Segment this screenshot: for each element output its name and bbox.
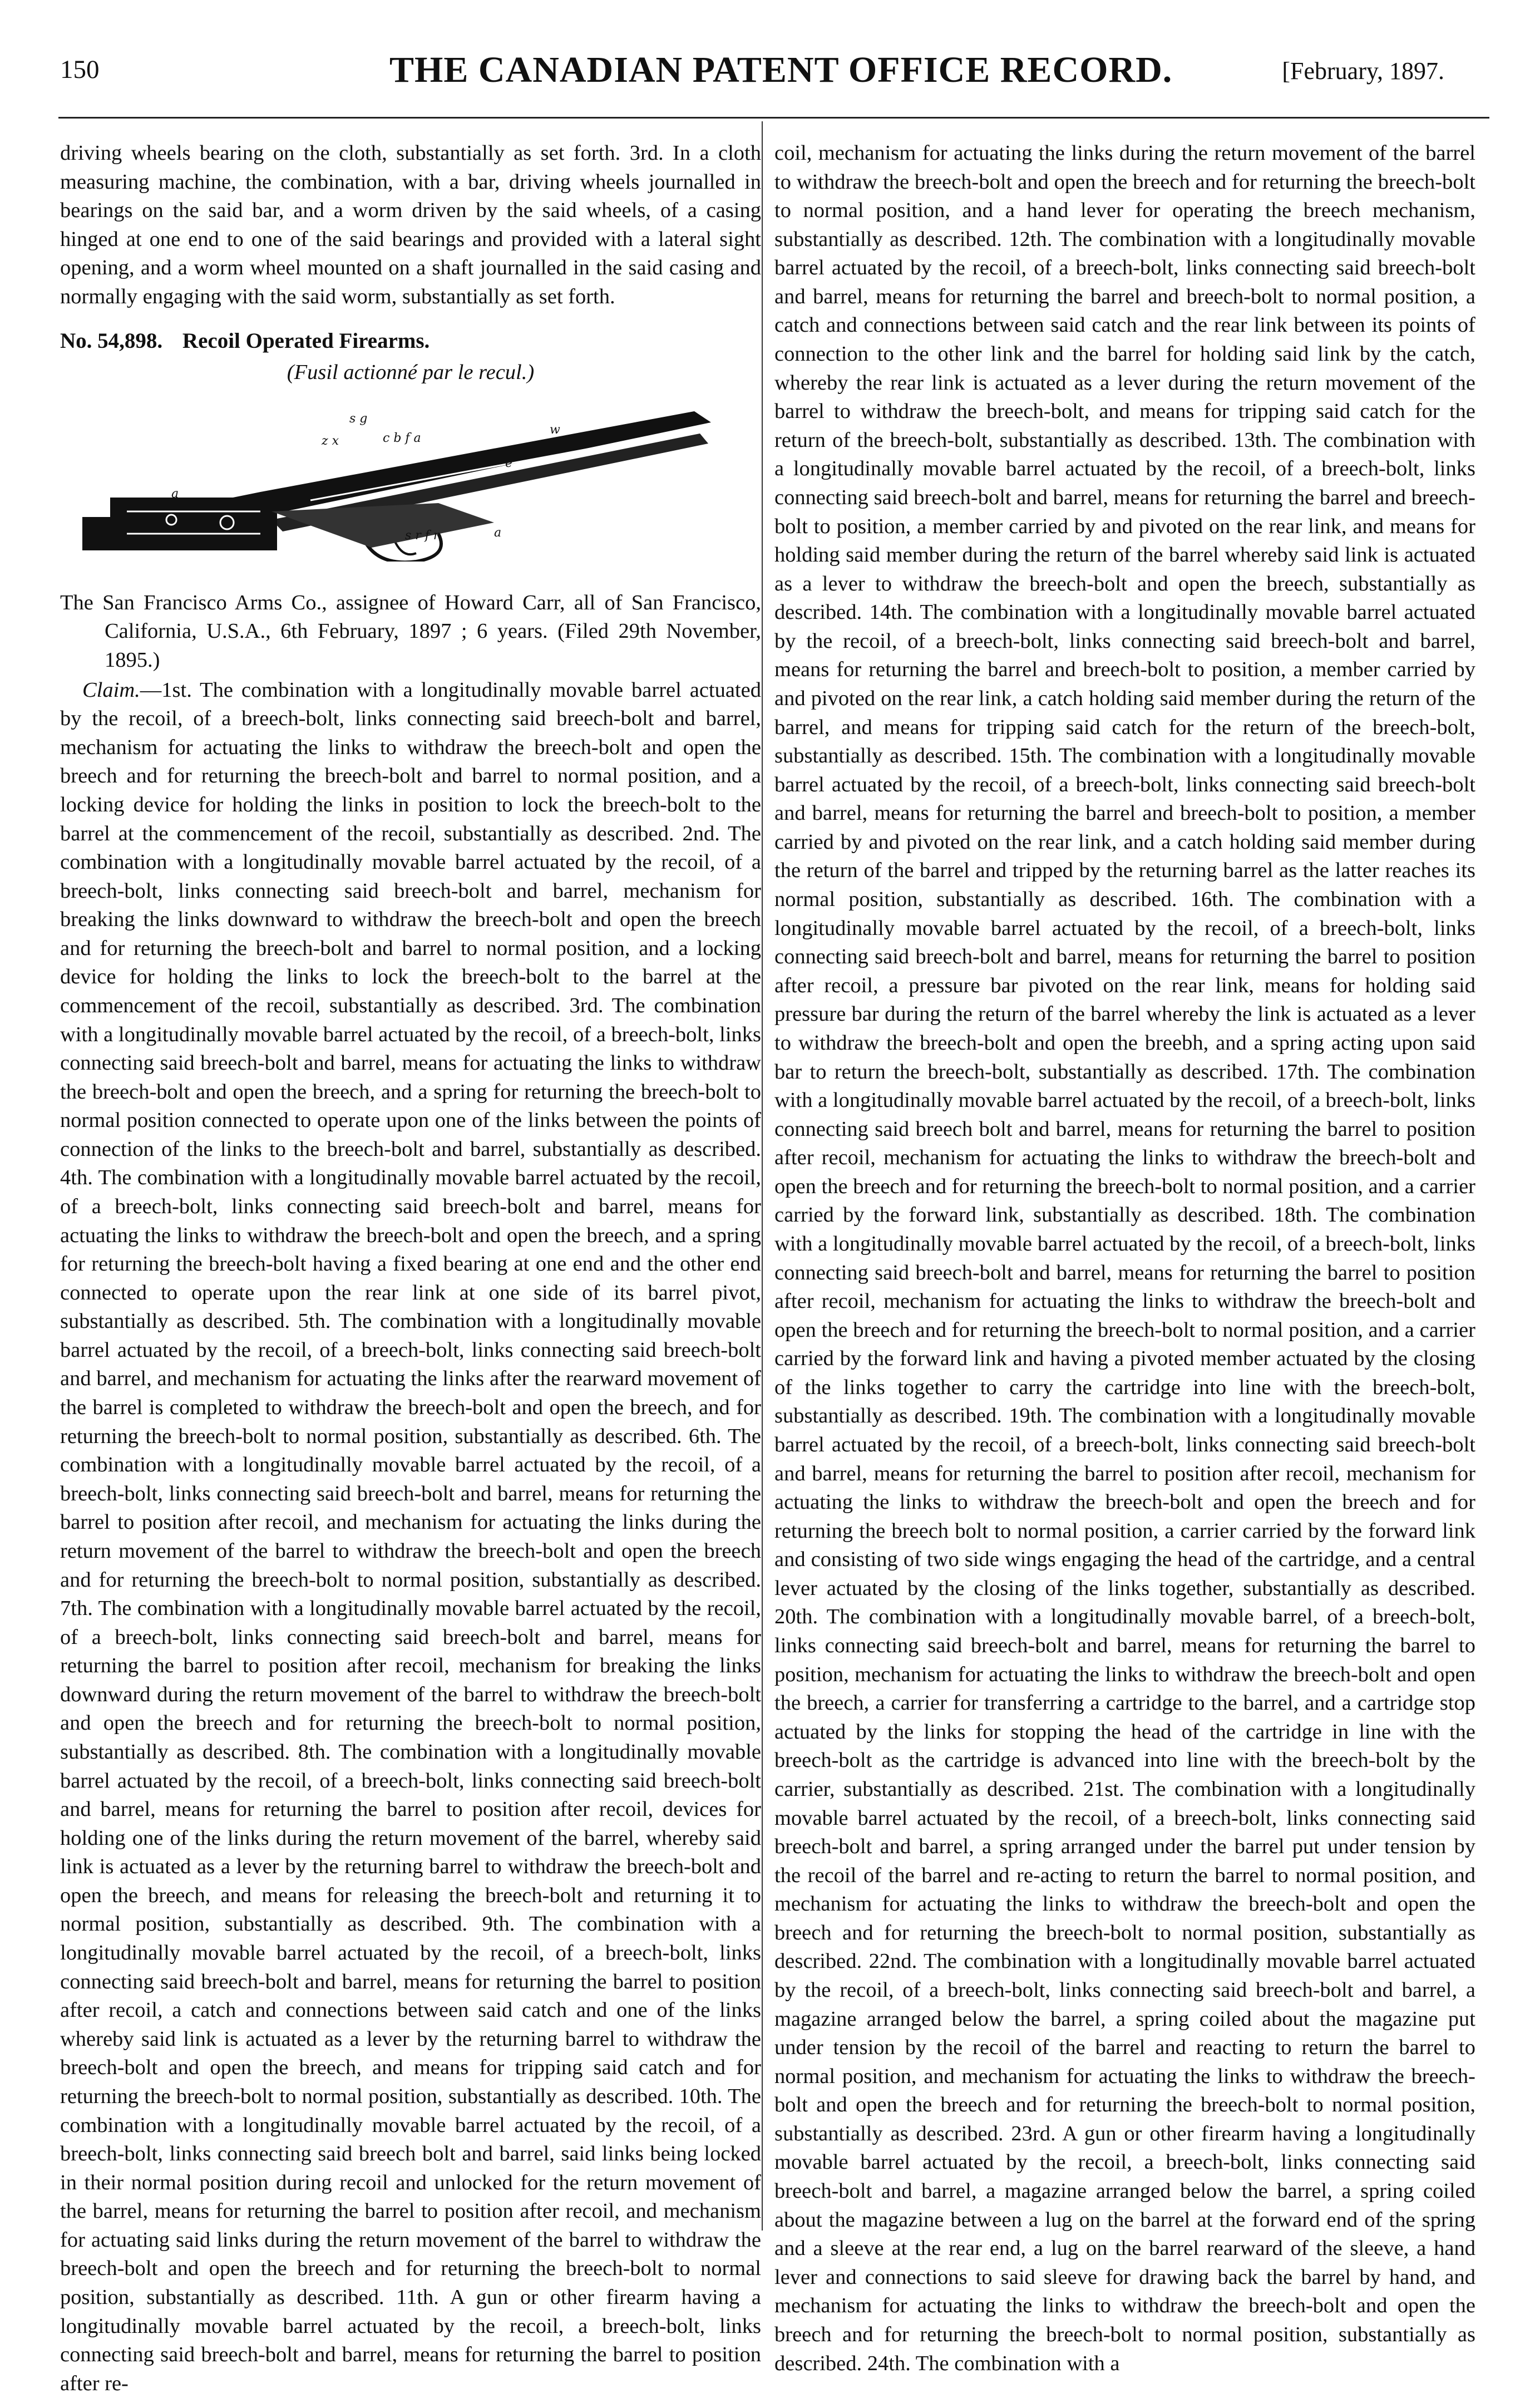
patent-title-french: (Fusil actionné par le recul.) xyxy=(287,360,535,384)
patent-number: No. 54,898. xyxy=(60,329,163,353)
claims-paragraph xyxy=(60,676,761,2398)
svg-text:e: e xyxy=(505,456,513,471)
svg-text:c b f a: c b f a xyxy=(383,431,421,446)
column-divider xyxy=(762,121,763,2230)
journal-title: THE CANADIAN PATENT OFFICE RECORD. xyxy=(389,50,1173,90)
patent-title: Recoil Operated Firearms. xyxy=(182,329,430,353)
applicant-line: The San Francisco Arms Co., assignee of Howard Carr, all of San Francisco, California, U.S.A., 6th February, 1897 ; 6 years. (Filed 29th November, 1895.) xyxy=(60,590,761,672)
claim-label: Claim. xyxy=(82,678,140,702)
svg-text:w: w xyxy=(550,423,560,437)
right-column xyxy=(774,139,1475,2378)
header-rule xyxy=(58,117,1489,119)
svg-text:s g: s g xyxy=(349,412,368,426)
patent-heading xyxy=(60,327,761,356)
svg-text:a: a xyxy=(171,487,179,501)
continued-claims-text: driving wheels bearing on the cloth, substantially as set forth. 3rd. In a cloth measuring machine, the combination, with a bar, driving wheels journalled in bearings on the said bar, and a worm driven by the said wheels, of a casing hinged at one end to one of the said bearings and provided with a lateral sight opening, and a worm wheel mounted on a shaft journalled in the said casing and normally engaging with the said worm, substantially as set forth. xyxy=(60,141,761,308)
firearm-patent-drawing-icon xyxy=(60,400,761,562)
svg-text:z x: z x xyxy=(322,434,339,449)
svg-text:a: a xyxy=(494,526,502,540)
right-column-claims-text: coil, mechanism for actuating the links during the return movement of the barrel to withdraw the breech-bolt and open the breech and for returning the breech-bolt to normal position, and a hand lever for operating the breech mechanism, substantially as described. 12th. The combination with a longitudinally movable barrel actuated by the recoil, of a breech-bolt, links connecting said breech-bolt and barrel, means for returning the barrel and breech-bolt to normal position, a catch and connections between said catch and the rear link between its points of connection to the other link and the barrel for holding said link by the catch, whereby the rear link is actuated as a lever during the return movement of the barrel to withdraw the breech-bolt, and means for tripping said catch for the return of the breech-bolt, substantially as described. 13th. The combination with a longitudinally movable barrel actuated by the recoil, of a breech-bolt, links connecting said breech-bolt and barrel, means for returning the barrel and breech-bolt to position, a member carried by and pivoted on the rear link, and means for holding said member during the return of the barrel whereby said link is actuated as a lever to withdraw the breech-bolt and open the breech, substantially as described. 14th. The combination with a longitudinally movable barrel actuated by the recoil, of a breech-bolt, links connecting said breech-bolt and barrel, means for returning the barrel and breech-bolt to position, a member carried by and pivoted on the rear link, a catch holding said member during the return of the barrel, and means for tripping said catch for the return of the breech-bolt, substantially as described. 15th. The combination with a longitudinally movable barrel actuated by the recoil, of a breech-bolt, links connecting said breech-bolt and barrel, means for returning the barrel and breech-bolt to position, a member carried by and pivoted on the rear link, and a catch holding said member during the return of the barrel and tripped by the returning barrel as the latter reaches its normal position, substantially as described. 16th. The combination with a longitudinally movable barrel actuated by the recoil, of a breech-bolt, links connecting said breech-bolt and barrel, means for returning the barrel to position after recoil, a pressure bar pivoted on the rear link, means for holding said pressure bar during the return of the barrel whereby the link is actuated as a lever to withdraw the breech-bolt and open the breebh, and a spring acting upon said bar to return the breech-bolt, substantially as described. 17th. The combination with a longitudinally movable barrel actuated by the recoil, of a breech-bolt, links connecting said breech bolt and barrel, means for returning the barrel to position after recoil, mechanism for actuating the links to withdraw the breech-bolt and open the breech and for returning the breech-bolt to normal position, and a carrier carried by the forward link, substantially as described. 18th. The combination with a longitudinally movable barrel actuated by the recoil, of a breech-bolt, links connecting said breech-bolt and barrel, means for returning the barrel to position after recoil, mechanism for actuating the links to withdraw the breech-bolt and open the breech and for returning the breech-bolt to normal position, and a carrier carried by the forward link and having a pivoted member actuated by the closing of the links together to carry the cartridge into line with the breech-bolt, substantially as described. 19th. The combination with a longitudinally movable barrel actuated by the recoil, of a breech-bolt, links connecting said breech-bolt and barrel, means for returning the barrel to position after recoil, mechanism for actuating the links to withdraw the breech-bolt and open the breech and for returning the breech bolt to normal position, a carrier carried by the forward link and consisting of two side wings engaging the head of the cartridge, and a central lever actuated by the closing of the links together, substantially as described. 20th. The combination with a longitudinally movable barrel, of a breech-bolt, links connecting said breech-bolt and barrel, means for returning the barrel to position, mechanism for actuating the links to withdraw the breech-bolt and open the breech, a carrier for transferring a cartridge to the barrel, and a cartridge stop actuated by the links for stopping the head of the cartridge in line with the breech-bolt as the cartridge is advanced into line with the breech-bolt by the carrier, substantially as described. 21st. The combination with a longitudinally movable barrel actuated by the recoil, of a breech-bolt, links connecting said breech-bolt and barrel, a spring arranged under the barrel put under tension by the recoil of the barrel and re-acting to return the barrel to normal position, and mechanism for actuating the links to withdraw the breech-bolt and open the breech and for returning the breech-bolt to normal position, substantially as described. 22nd. The combination with a longitudinally movable barrel actuated by the recoil, of a breech-bolt, links connecting said breech-bolt and barrel, a magazine arranged below the barrel, a spring coiled about the magazine put under tension by the recoil of the barrel and reacting to return the barrel to normal position, and mechanism for actuating the links to withdraw the breech-bolt and open the breech and for returning the breech-bolt to normal position, substantially as described. 23rd. A gun or other firearm having a longitudinally movable barrel actuated by the recoil, a breech-bolt, links connecting said breech-bolt and barrel, a magazine arranged below the barrel, a spring coiled about the magazine between a lug on the barrel at the forward end of the spring and a sleeve at the rear end, a lug on the barrel rearward of the sleeve, a hand lever and connections to said sleeve for drawing back the barrel by hand, and mechanism for actuating the links to withdraw the breech-bolt and open the breech and for returning the breech-bolt to normal position, substantially as described. 24th. The combination with a xyxy=(774,141,1475,2375)
left-column xyxy=(60,139,761,2398)
issue-date: [February, 1897. xyxy=(1282,57,1444,85)
page-header xyxy=(0,0,1540,100)
svg-text:s r f r: s r f r xyxy=(405,529,440,543)
page-number: 150 xyxy=(60,55,100,84)
claims-text: —1st. The combination with a longitudinally movable barrel actuated by the recoil, of a breech-bolt, links connecting said breech-bolt and barrel, mechanism for actuating the links to withdraw the breech-bolt and open the breech and for returning the breech-bolt and barrel to normal position, and a locking device for holding the links in position to lock the breech-bolt to the barrel at the commencement of the recoil, substantially as described. 2nd. The combination with a longitudinally movable barrel actuated by the recoil, of a breech-bolt, links connecting said breech-bolt and barrel, mechanism for breaking the links downward to withdraw the breech-bolt and open the breech and for returning the breech-bolt and barrel to normal position, and a locking device for holding the links to lock the breech-bolt to the barrel at the commencement of the recoil, substantially as described. 3rd. The combination with a longitudinally movable barrel actuated by the recoil, of a breech-bolt, links connecting said breech-bolt and barrel, means for actuating the links to withdraw the breech-bolt and open the breech, and a spring for returning the breech-bolt to normal position connected to operate upon one of the links between the points of connection of the links to the breech-bolt and barrel, substantially as described. 4th. The combination with a longitudinally movable barrel actuated by the recoil, of a breech-bolt, links connecting said breech-bolt and barrel, means for actuating the links to withdraw the breech-bolt and open the breech, and a spring for returning the breech-bolt having a fixed bearing at one end and the other end connected to operate upon the rear link at one side of its barrel pivot, substantially as described. 5th. The combination with a longitudinally movable barrel actuated by the recoil, of a breech-bolt, links connecting said breech-bolt and barrel, and mechanism for actuating the links after the rearward movement of the barrel is completed to withdraw the breech-bolt and open the breech, and for returning the breech-bolt to normal position, substantially as described. 6th. The combination with a longitudinally movable barrel actuated by the recoil, of a breech-bolt, links connecting said breech-bolt and barrel, means for returning the barrel to position after recoil, and mechanism for actuating the links during the return movement of the barrel to withdraw the breech-bolt and open the breech and for returning the breech-bolt to normal position, substantially as described. 7th. The combination with a longitudinally movable barrel actuated by the recoil, of a breech-bolt, links connecting said breech-bolt and barrel, means for returning the barrel to position after recoil, mechanism for breaking the links downward during the return movement of the barrel to withdraw the breech-bolt and open the breech and for returning the breech-bolt to normal position, substantially as described. 8th. The combination with a longitudinally movable barrel actuated by the recoil, of a breech-bolt, links connecting said breech-bolt and barrel, means for returning the barrel to position after recoil, devices for holding one of the links during the return movement of the barrel, whereby said link is actuated as a lever by the returning barrel to withdraw the breech-bolt and open the breech, and means for releasing the breech-bolt and returning it to normal position, substantially as described. 9th. The combination with a longitudinally movable barrel actuated by the recoil, of a breech-bolt, links connecting said breech-bolt and barrel, means for returning the barrel to position after recoil, a catch and connections between said catch and one of the links whereby said link is actuated as a lever by the returning barrel to withdraw the breech-bolt and open the breech, and means for tripping said catch and for returning the breech-bolt to normal position, substantially as described. 10th. The combination with a longitudinally movable barrel actuated by the recoil, of a breech-bolt, links connecting said breech bolt and barrel, said links being locked in their normal position during recoil and unlocked for the return movement of the barrel, means for returning the barrel to position after recoil, and mechanism for actuating said links during the return movement of the barrel to withdraw the breech-bolt and open the breech and for returning the breech-bolt to normal position, substantially as described. 11th. A gun or other firearm having a longitudinally movable barrel actuated by the recoil, a breech-bolt, links connecting said breech-bolt and barrel, means for returning the barrel to position after re- xyxy=(60,678,761,2395)
